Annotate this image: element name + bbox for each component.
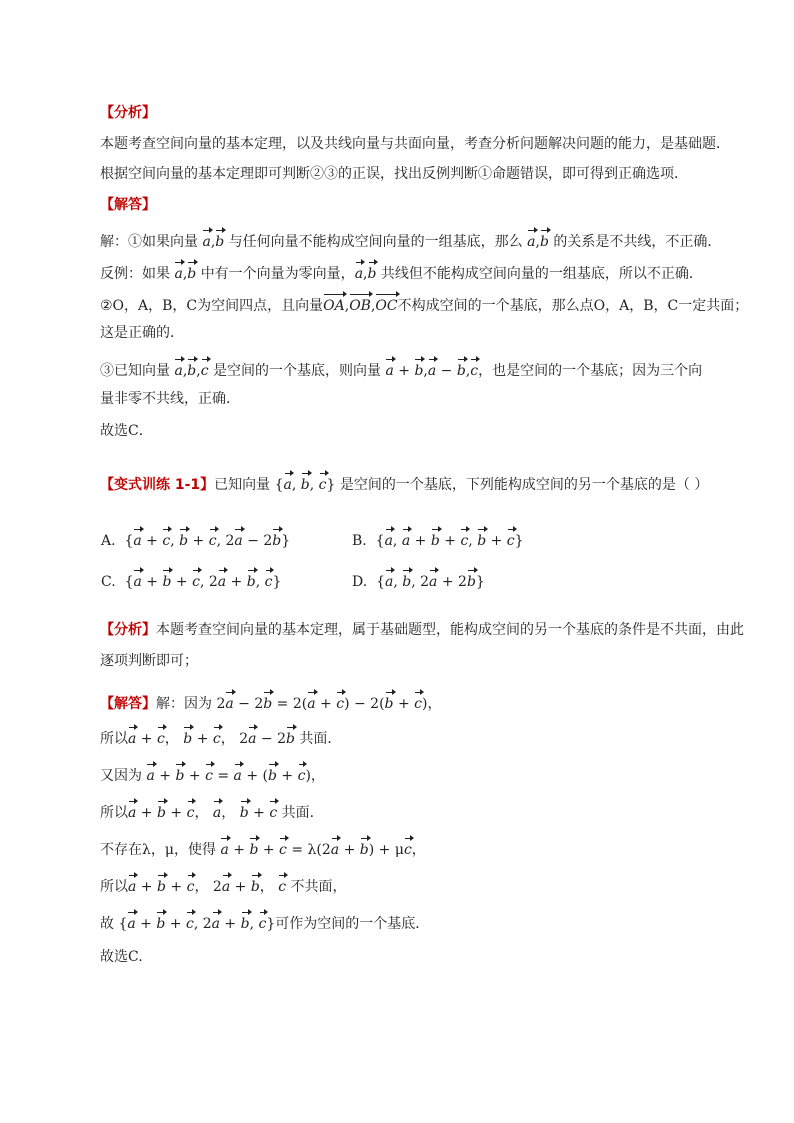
option-b[interactable]: B. {a, a + b + c, b + c} <box>352 527 524 551</box>
answer-line-2: 反例：如果 a,b 中有一个向量为零向量，a,b 共线但不能构成空间向量的一组基底，所以不正确． <box>100 260 703 284</box>
option-a[interactable]: A. {a + c, b + c, 2a − 2b} <box>101 527 290 551</box>
analysis-heading: 【分析】 <box>100 105 156 121</box>
answer-line-6: 量非零不共线，正确． <box>100 391 240 407</box>
option-d[interactable]: D. {a, b, 2a + 2b} <box>352 568 485 592</box>
analysis-line-2: 根据空间向量的基本定理即可判断②③的正误，找出反例判断①命题错误，即可得到正确选项． <box>100 166 688 182</box>
option-c[interactable]: C. {a + b + c, 2a + b, c} <box>101 568 281 592</box>
answer2-line-6: 所以a + b + c， 2a + b， c 不共面， <box>100 873 347 897</box>
answer-line-7: 故选C． <box>100 423 153 439</box>
answer-line-3: ②O，A，B，C为空间四点，且向量OA,OB,OC不构成空间的一个基底，那么点O，A，B，C一定共面； <box>100 292 748 316</box>
answer2-line-2: 所以a + c， b + c， 2a − 2b 共面． <box>100 725 341 749</box>
answer-heading: 【解答】 <box>100 197 156 213</box>
answer2-line-1: 【解答】解：因为 2a − 2b = 2(a + c) − 2(b + c)， <box>100 690 441 714</box>
answer2-line-5: 不存在λ，μ，使得 a + b + c = λ(2a + b) + μc， <box>100 836 426 860</box>
answer-line-4: 这是正确的． <box>100 325 184 341</box>
answer-line-1: 解：①如果向量 a,b 与任何向量不能构成空间向量的一组基底，那么 a,b 的关系是不共线，不正确． <box>100 228 721 252</box>
problem-stem: 【变式训练 1-1】已知向量 {a, b, c} 是空间的一个基底，下列能构成空间的另一个基底的是（ ） <box>100 471 708 495</box>
answer2-line-4: 所以a + b + c， a， b + c 共面． <box>100 799 324 823</box>
answer2-line-7: 故 {a + b + c, 2a + b, c}可作为空间的一个基底． <box>100 910 429 934</box>
analysis2-line-1: 【分析】本题考查空间向量的基本定理，属于基础题型，能构成空间的另一个基底的条件是不共面，由此 <box>100 622 744 638</box>
answer2-line-8: 故选C. <box>100 949 143 965</box>
analysis2-line-2: 逐项判断即可； <box>100 653 198 669</box>
answer2-line-3: 又因为 a + b + c = a + (b + c)， <box>100 762 325 786</box>
analysis-line-1: 本题考查空间向量的基本定理，以及共线向量与共面向量，考查分析问题解决问题的能力，是基础题． <box>100 136 730 152</box>
answer-line-5: ③已知向量 a,b,c 是空间的一个基底，则向量 a + b,a − b,c，也是空间的一个基底；因为三个向 <box>100 357 702 381</box>
